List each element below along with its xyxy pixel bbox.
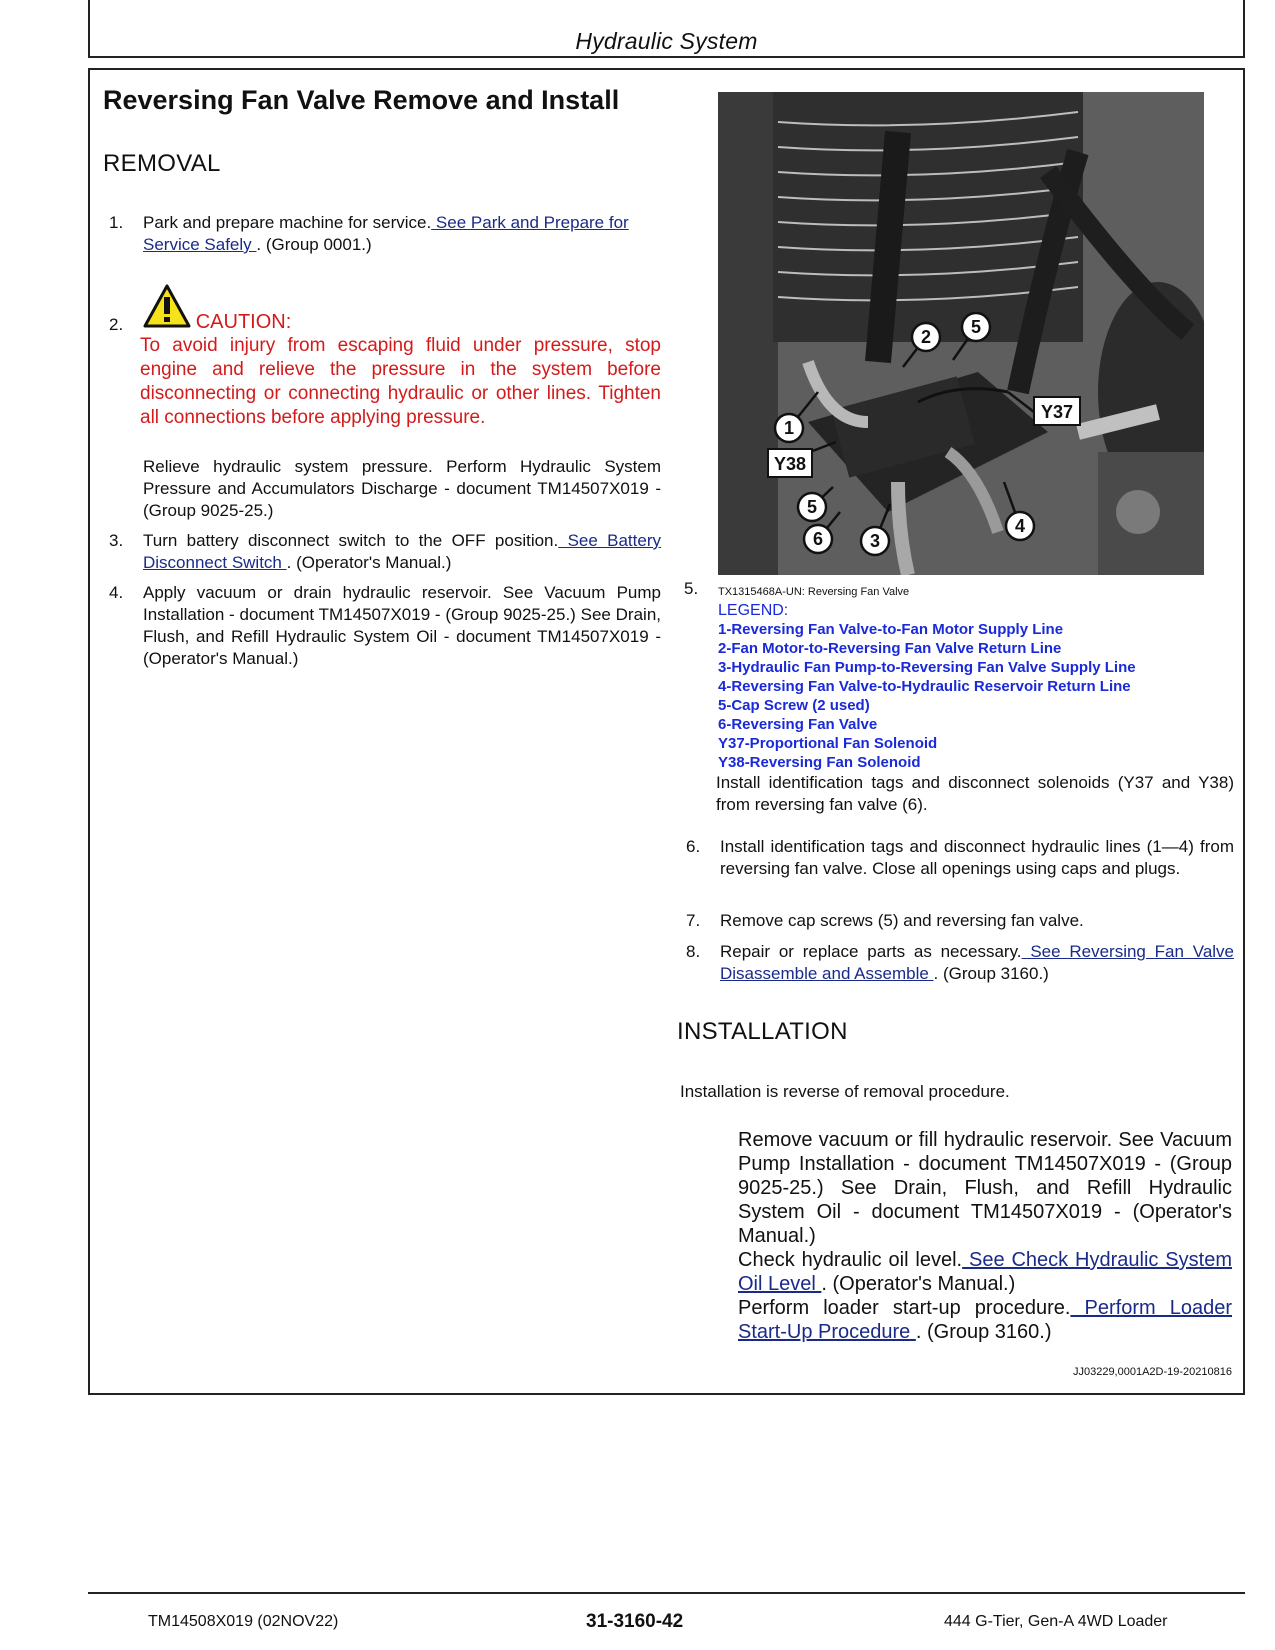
step-number: 5. — [684, 579, 699, 598]
step-text: Apply vacuum or drain hydraulic reservoir. See Vacuum Pump Installation - document TM14507X019 - (Group 9025-25.) See Drain, Flush, and Refill Hydraulic System Oil - document TM14507X019 - (Operator's Manual.) — [143, 583, 661, 668]
legend-item: Y38-Reversing Fan Solenoid — [718, 754, 921, 771]
callout-6: 6 — [812, 529, 824, 549]
footer-manual-id: TM14508X019 (02NOV22) — [148, 1613, 339, 1630]
step-number: 6. — [686, 837, 701, 856]
removal-step-8 — [686, 941, 1234, 985]
removal-heading: REMOVAL — [103, 150, 221, 177]
callout-y38: Y38 — [773, 454, 807, 474]
callout-5-bottom: 5 — [806, 497, 818, 517]
callout-5-top: 5 — [970, 317, 982, 337]
installation-steps — [738, 1128, 1232, 1344]
removal-step-2 — [109, 284, 661, 334]
reversing-fan-valve-disassemble-link[interactable]: See Reversing Fan Valve Disassemble and Assemble — [720, 942, 1234, 983]
legend-title: LEGEND: — [718, 602, 789, 619]
callout-4: 4 — [1014, 516, 1026, 536]
park-prepare-link[interactable]: See Park and Prepare for Service Safely — [143, 213, 629, 254]
step-number: 3. — [109, 531, 124, 550]
caution-text: To avoid injury from escaping fluid under pressure, stop engine and relieve the pressure in the system before disconnecting or connecting hydraulic or other lines. Tighten all connections before applying pressure. — [140, 335, 661, 428]
step-number: 2. — [109, 315, 124, 334]
reversing-fan-valve-photo — [718, 92, 1204, 575]
legend-item: 2-Fan Motor-to-Reversing Fan Valve Return Line — [718, 640, 1062, 657]
step-text-after: . (Operator's Manual.) — [286, 553, 452, 572]
removal-step-7 — [686, 910, 1234, 932]
installation-heading: INSTALLATION — [677, 1018, 848, 1045]
installation-intro: Installation is reverse of removal procedure. — [680, 1082, 1010, 1101]
page-header — [88, 0, 1245, 58]
step-text: Repair or replace parts as necessary. — [720, 942, 1022, 961]
step-text-after: . (Group 0001.) — [256, 235, 372, 254]
paragraph-text-after: . (Operator's Manual.) — [821, 1273, 1016, 1295]
paragraph-text-after: . (Group 3160.) — [915, 1321, 1052, 1343]
caution-title: CAUTION: — [195, 311, 292, 333]
removal-step-4 — [109, 582, 661, 670]
check-oil-level-link[interactable]: See Check Hydraulic System Oil Level — [738, 1249, 1232, 1295]
step-5-text: Install identification tags and disconnect solenoids (Y37 and Y38) from reversing fan valve (6). — [716, 773, 1234, 814]
legend-item: 3-Hydraulic Fan Pump-to-Reversing Fan Valve Supply Line — [718, 659, 1136, 676]
callout-y37: Y37 — [1040, 402, 1074, 422]
page-title: Reversing Fan Valve Remove and Install — [103, 85, 620, 115]
step-number: 1. — [109, 213, 124, 232]
callout-1: 1 — [783, 418, 795, 438]
step-text: Remove cap screws (5) and reversing fan valve. — [720, 911, 1084, 930]
step-number: 7. — [686, 911, 701, 930]
callout-3: 3 — [869, 531, 881, 551]
step-number: 4. — [109, 583, 124, 602]
document-id: JJ03229,0001A2D-19-20210816 — [1072, 1366, 1232, 1378]
step-number: 8. — [686, 942, 701, 961]
removal-step-3 — [109, 530, 661, 574]
installation-paragraph-3 — [738, 1296, 1232, 1344]
footer-divider — [88, 1592, 1245, 1594]
legend-item: Y37-Proportional Fan Solenoid — [718, 735, 938, 752]
battery-disconnect-link[interactable]: See Battery Disconnect Switch — [143, 531, 661, 572]
step-text: Turn battery disconnect switch to the OFF position. — [143, 531, 559, 550]
removal-step-6 — [686, 836, 1234, 880]
legend-item: 4-Reversing Fan Valve-to-Hydraulic Reservoir Return Line — [718, 678, 1131, 695]
figure-caption: TX1315468A-UN: Reversing Fan Valve — [718, 586, 910, 598]
callout-2: 2 — [920, 327, 932, 347]
removal-step-1 — [109, 212, 661, 256]
legend-item: 6-Reversing Fan Valve — [718, 716, 878, 733]
warning-icon — [143, 284, 191, 334]
pressure-relief-note: Relieve hydraulic system pressure. Perform Hydraulic System Pressure and Accumulators Discharge - document TM14507X019 - (Group 9025-25.) — [143, 457, 661, 520]
step-text-after: . (Group 3160.) — [933, 964, 1049, 983]
legend-item: 1-Reversing Fan Valve-to-Fan Motor Supply Line — [718, 621, 1064, 638]
header-title: Hydraulic System — [575, 28, 758, 54]
paragraph-text: Perform loader start-up procedure. — [738, 1297, 1071, 1319]
installation-paragraph-2 — [738, 1248, 1232, 1296]
footer-machine: 444 G-Tier, Gen-A 4WD Loader — [944, 1613, 1168, 1630]
footer-page-number: 31-3160-42 — [586, 1611, 684, 1632]
legend-item: 5-Cap Screw (2 used) — [718, 697, 870, 714]
step-text: Park and prepare machine for service. — [143, 213, 432, 232]
figure-legend — [718, 601, 1136, 772]
paragraph-text: Check hydraulic oil level. — [738, 1249, 963, 1271]
step-text: Install identification tags and disconnect hydraulic lines (1—4) from reversing fan valve. Close all openings using caps and plugs. — [720, 837, 1234, 878]
installation-paragraph-1: Remove vacuum or fill hydraulic reservoir. See Vacuum Pump Installation - document TM14507X019 - (Group 9025-25.) See Drain, Flush, and Refill Hydraulic System Oil - document TM14507X019 - (Operator's Manual.) — [738, 1129, 1232, 1247]
loader-startup-link[interactable]: Perform Loader Start-Up Procedure — [738, 1297, 1233, 1343]
